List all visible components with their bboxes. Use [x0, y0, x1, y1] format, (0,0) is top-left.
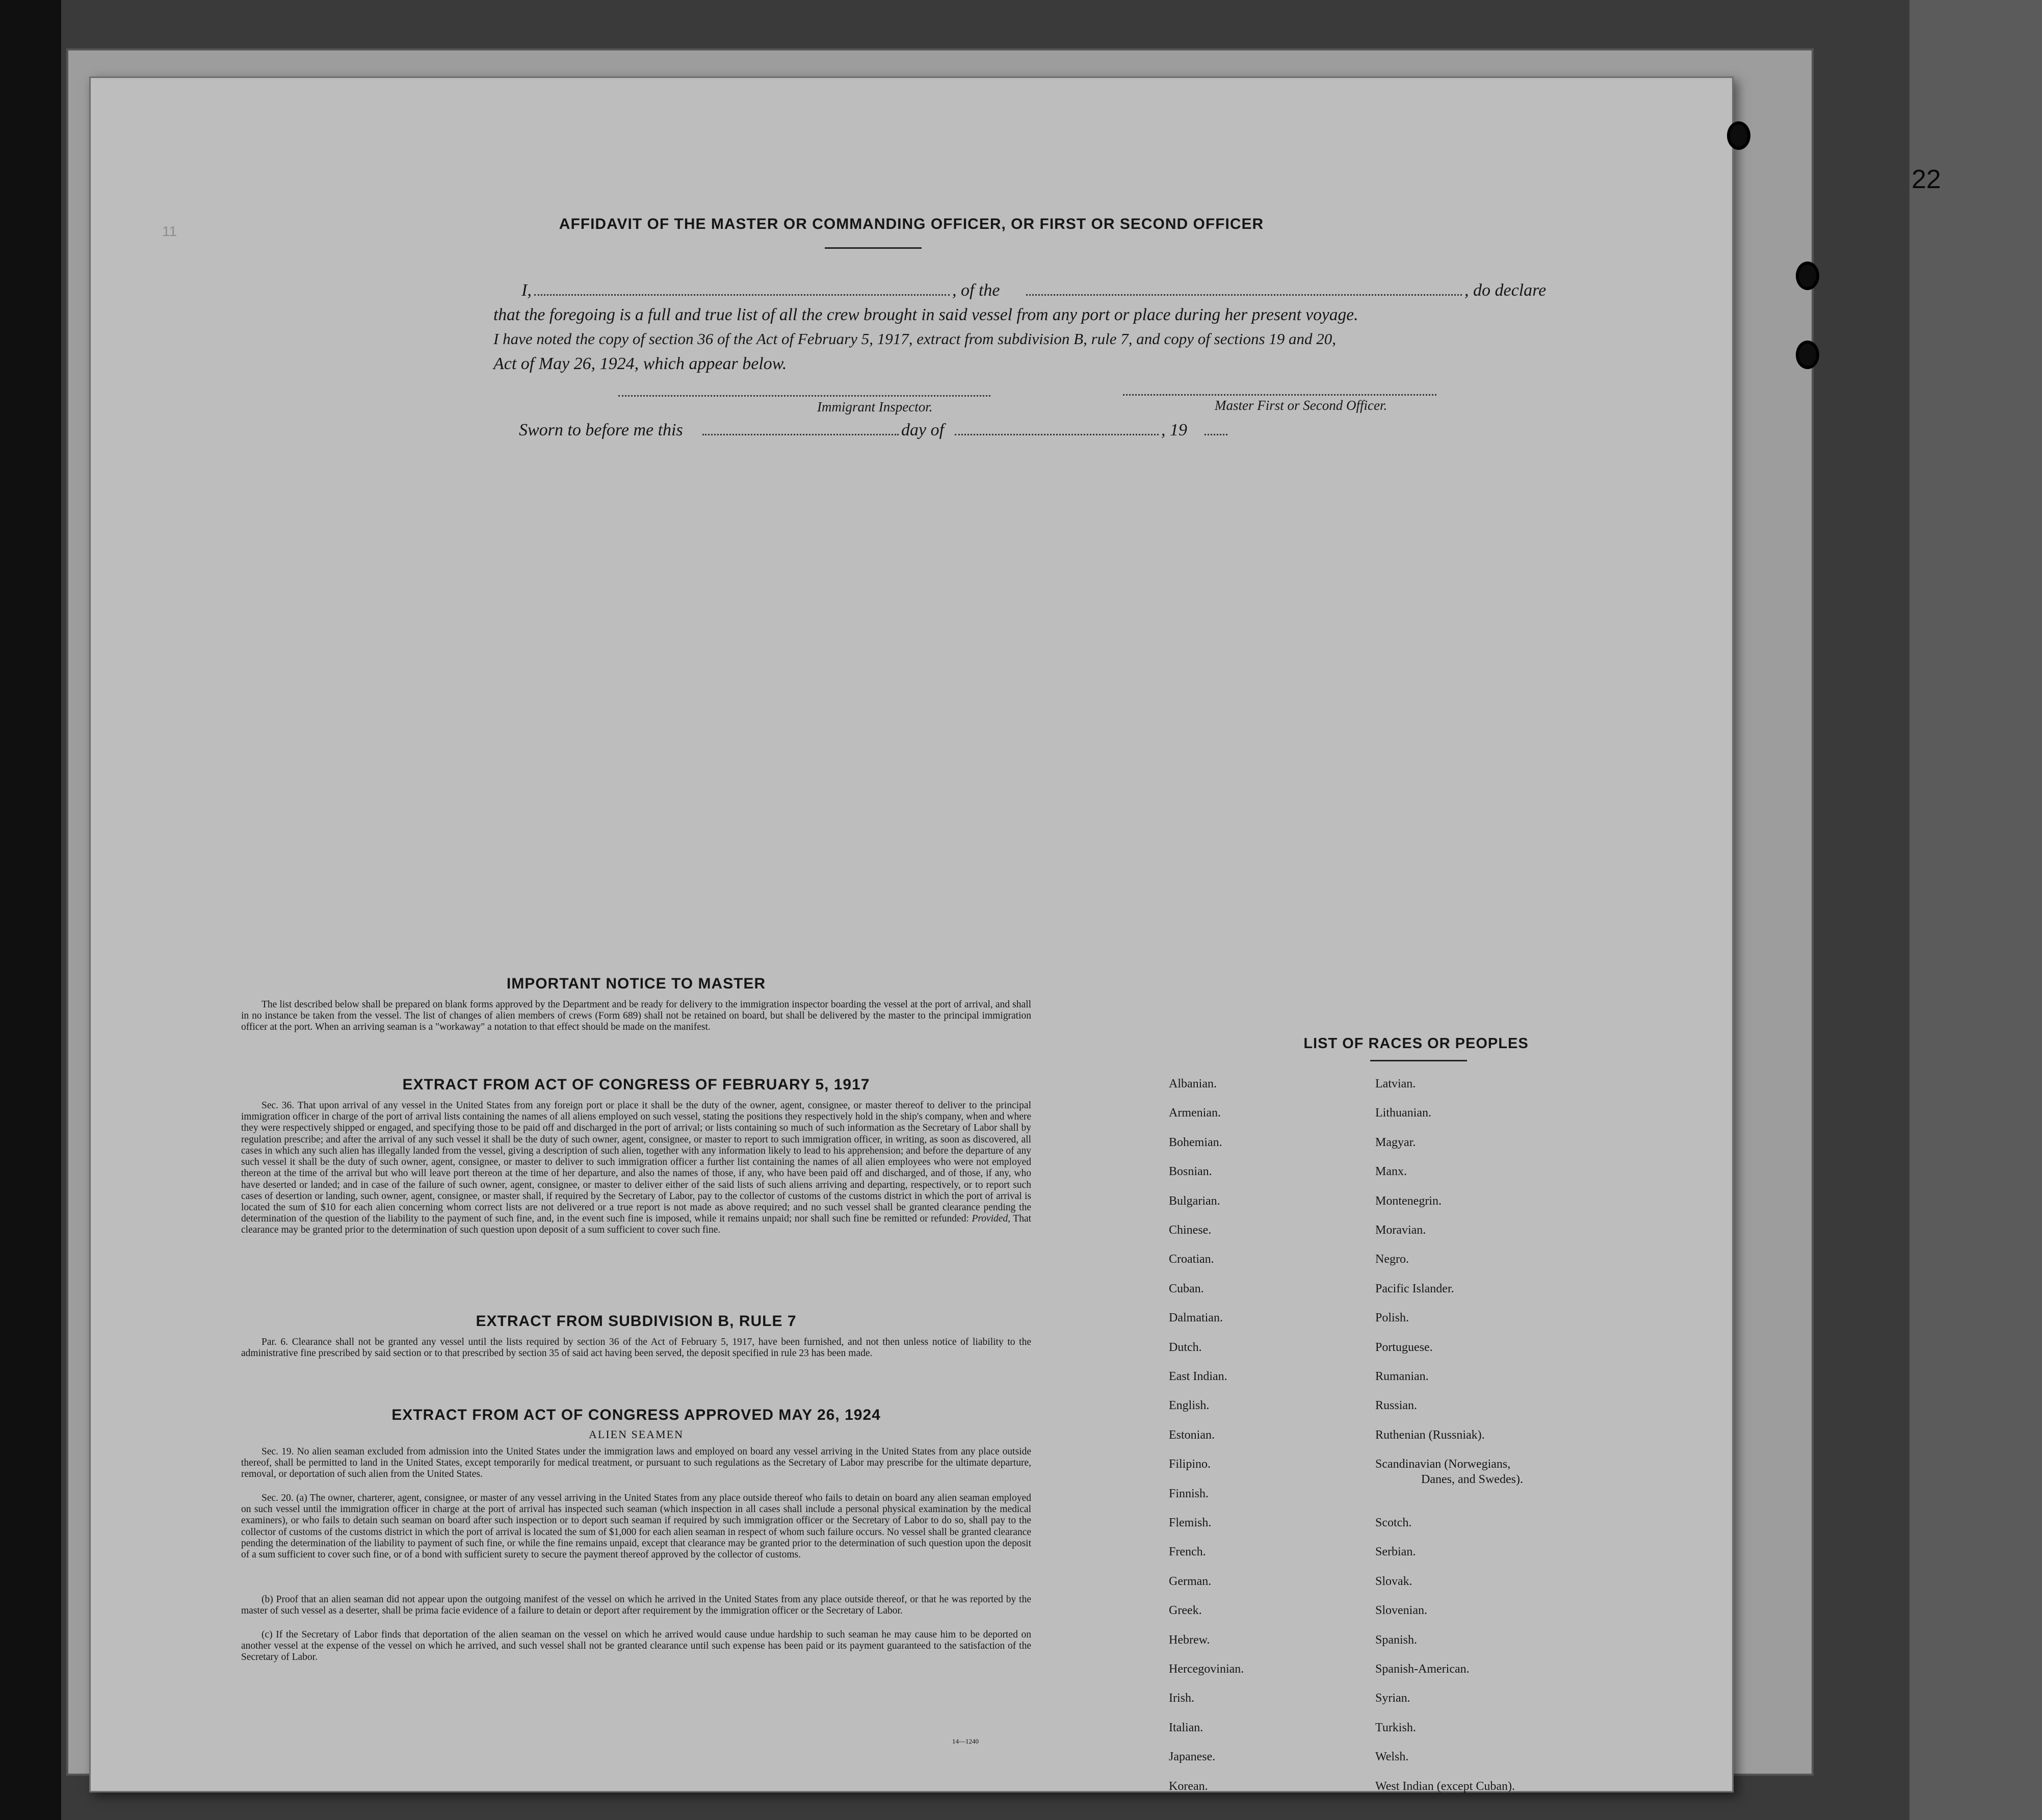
- sworn-day-field[interactable]: [702, 434, 899, 435]
- race-item: Russian.: [1375, 1399, 1418, 1413]
- race-item: Bohemian.: [1169, 1135, 1222, 1149]
- race-item: Greek.: [1169, 1604, 1202, 1618]
- scan-border-right: [1909, 0, 2042, 1820]
- section-36-text: [241, 1100, 1031, 1236]
- races-title-rule: [1370, 1060, 1467, 1061]
- affidavit-title: AFFIDAVIT OF THE MASTER OR COMMANDING OFFICER, OR FIRST OR SECOND OFFICER: [559, 216, 1264, 232]
- race-item: Moravian.: [1375, 1224, 1426, 1237]
- sworn-year-field[interactable]: [1205, 434, 1227, 435]
- notice-text: The list described below shall be prepared on blank forms approved by the Department and be ready for delivery to the immigration inspector boarding the vessel at the port of arrival, and shall in no instance be taken from the vessel. The list of changes of alien members of crews (Form 689) shall not be retained on board, but shall be delivered by the master to the principal immigration officer at the port. When an arriving seaman is a "workaway" a notation to that effect should be made on the manifest.: [241, 999, 1031, 1033]
- master-signature-label: Master First or Second Officer.: [1215, 398, 1387, 413]
- immigrant-inspector-field[interactable]: [618, 395, 990, 397]
- section-19-label: Sec. 19.: [261, 1446, 294, 1457]
- affidavit-line-3: I have noted the copy of section 36 of the Act of February 5, 1917, extract from subdivision B, rule 7, and copy of sections 19 and 20,: [493, 330, 1337, 348]
- section-36-label: Sec. 36.: [261, 1100, 295, 1111]
- race-item: Scandinavian (Norwegians,: [1375, 1458, 1511, 1471]
- race-item: Finnish.: [1169, 1487, 1209, 1500]
- race-item: Manx.: [1375, 1165, 1407, 1179]
- race-item: French.: [1169, 1545, 1206, 1559]
- section-20a-text: [241, 1493, 1031, 1561]
- race-item: German.: [1169, 1574, 1212, 1588]
- section-36-proviso: Provided,: [972, 1213, 1011, 1225]
- race-item: Hercegovinian.: [1169, 1662, 1244, 1676]
- race-item: Scotch.: [1375, 1516, 1412, 1529]
- race-item: Japanese.: [1169, 1750, 1216, 1764]
- race-item: Flemish.: [1169, 1516, 1212, 1529]
- alien-seamen-subheading: ALIEN SEAMEN: [589, 1428, 684, 1441]
- scan-border-left: [0, 0, 61, 1820]
- sworn-year-label: , 19: [1161, 421, 1187, 439]
- race-item: Dutch.: [1169, 1340, 1202, 1354]
- race-item: Chinese.: [1169, 1224, 1212, 1237]
- notice-heading: IMPORTANT NOTICE TO MASTER: [506, 975, 766, 992]
- race-item: Estonian.: [1169, 1428, 1215, 1442]
- race-item: Dalmatian.: [1169, 1311, 1223, 1325]
- bleed-through-number: 11: [162, 223, 177, 239]
- race-item: Albanian.: [1169, 1077, 1217, 1090]
- race-item: Italian.: [1169, 1721, 1203, 1734]
- declarant-name-field[interactable]: [534, 294, 950, 296]
- races-title: LIST OF RACES OR PEOPLES: [1303, 1035, 1529, 1052]
- rule-7-heading: EXTRACT FROM SUBDIVISION B, RULE 7: [476, 1313, 797, 1330]
- section-36-body: That upon arrival of any vessel in the United States from any foreign port or place it shall be the duty of the owner, agent, consignee, or master thereof to deliver to the principal immigration officer in charge of the port of arrival lists containing the names of all aliens employed on such vessel, stating the positions they respectively hold in the ship's company, when and where they were respectively shipped or engaged, and specifying those to be paid off and discharged in the port of arrival; or lists containing so much of such information as the Secretary of Labor shall by regulation prescribe; and after the arrival of any such vessel it shall be the duty of such owner, agent, consignee, or master to report to such immigration officer, in writing, as soon as discovered, all cases in which any such alien has illegally landed from the vessel, giving a description of such alien, together with any information likely to lead to his apprehension; and before the departure of any such vessel it shall be the duty of such owner, agent, consignee, or master to deliver to such immigration officer a further list containing the names of all alien employees who were not employed thereon at the time of the arrival but who will leave port thereon at the time of her departure, and also the names of those, if any, who have been paid off and discharged, and of those, if any, who have deserted or landed; and in case of the failure of such owner, agent, consignee, or master to deliver either of the said lists of such aliens arriving and departing, respectively, or to report such cases of desertion or landing, such owner, agent, consignee, or master shall, if required by the Secretary of Labor, pay to the collector of customs of the customs district in which the port of arrival is located the sum of $10 for each alien concerning whom correct lists are not delivered or a true report is not made as above required; and no such vessel shall be granted clearance pending the determination of the question of the liability to the payment of such fine, and, in the event such fine is imposed, while it remains unpaid; nor shall such fine be remitted or refunded:: [241, 1100, 1031, 1225]
- rule-7-text: Par. 6. Clearance shall not be granted any vessel until the lists required by section 36 of the Act of February 5, 1917, have been furnished, and not then unless notice of liability to the administrative fine prescribed by said section or to that prescribed by section 35 of said act having been served, the deposit specified in rule 23 has been made.: [241, 1337, 1031, 1359]
- race-item: Rumanian.: [1375, 1370, 1429, 1383]
- binder-hole-icon: [1796, 341, 1819, 369]
- race-item: Croatian.: [1169, 1253, 1214, 1266]
- race-item: Ruthenian (Russniak).: [1375, 1428, 1485, 1442]
- race-item: East Indian.: [1169, 1370, 1227, 1383]
- binder-hole-icon: [1727, 121, 1750, 150]
- race-item: Welsh.: [1375, 1750, 1409, 1764]
- race-item: Lithuanian.: [1375, 1106, 1431, 1120]
- race-item: Magyar.: [1375, 1135, 1416, 1149]
- extract-1924-heading: EXTRACT FROM ACT OF CONGRESS APPROVED MAY 26, 1924: [391, 1407, 881, 1423]
- affidavit-declarant-label: I,: [521, 281, 532, 300]
- sworn-day-of-label: day of: [901, 421, 945, 439]
- page-number: 22: [1912, 165, 1941, 194]
- race-item: Pacific Islander.: [1375, 1282, 1454, 1295]
- race-item: Montenegrin.: [1375, 1194, 1442, 1208]
- race-item: Polish.: [1375, 1311, 1409, 1325]
- race-item: Armenian.: [1169, 1106, 1221, 1120]
- sworn-label: Sworn to before me this: [519, 421, 683, 439]
- race-item: Syrian.: [1375, 1692, 1410, 1705]
- affidavit-sheet: [89, 76, 1734, 1792]
- race-item: Slovenian.: [1375, 1604, 1427, 1618]
- race-item: Negro.: [1375, 1253, 1409, 1266]
- race-item: Spanish-American.: [1375, 1662, 1470, 1676]
- race-item: Serbian.: [1375, 1545, 1416, 1559]
- affidavit-line-4: Act of May 26, 1924, which appear below.: [493, 354, 787, 373]
- race-item: Cuban.: [1169, 1282, 1204, 1295]
- section-20b-text: (b) Proof that an alien seaman did not appear upon the outgoing manifest of the vessel on which he arrived in the United States from any place outside thereof, or that he was reported by the master of such vessel as a deserter, shall be prima facie evidence of a failure to detain or deport after requirement by the immigration officer or the Secretary of Labor.: [241, 1594, 1031, 1617]
- section-20c-text: (c) If the Secretary of Labor finds that deportation of the alien seaman on the vessel on which he arrived would cause undue hardship to such seaman he may cause him to be deported on another vessel at the expense of the vessel on which he arrived, and such vessel shall not be granted clearance until such expense has been paid or its payment guaranteed to the satisfaction of the Secretary of Labor.: [241, 1629, 1031, 1663]
- section-19-body: No alien seaman excluded from admission into the United States under the immigration laws and employed on board any vessel arriving in the United States from any place outside thereof, shall be permitted to land in the United States, except temporarily for medical treatment, or pursuant to such regulations as the Secretary of Labor may prescribe for the ultimate departure, removal, or deportation of such alien from the United States.: [241, 1446, 1032, 1480]
- form-number: 14—1240: [952, 1737, 979, 1745]
- race-item: Hebrew.: [1169, 1633, 1210, 1647]
- affidavit-line-2: that the foregoing is a full and true list of all the crew brought in said vessel from any port or place during her present voyage.: [493, 305, 1358, 324]
- race-item: Filipino.: [1169, 1458, 1211, 1471]
- immigrant-inspector-label: Immigrant Inspector.: [817, 399, 933, 414]
- affidavit-declare-label: , do declare: [1464, 281, 1547, 300]
- section-36-tail: That clearance may be granted prior to the determination of such question upon deposit of a sum sufficient to cover such fine.: [241, 1213, 1032, 1236]
- race-item: Slovak.: [1375, 1574, 1412, 1588]
- sworn-month-field[interactable]: [955, 434, 1159, 435]
- vessel-name-field[interactable]: [1026, 294, 1462, 296]
- race-item: Spanish.: [1375, 1633, 1418, 1647]
- affidavit-vessel-label: , of the: [952, 281, 1000, 300]
- title-rule: [825, 247, 922, 249]
- race-item: Korean.: [1169, 1779, 1208, 1793]
- extract-1917-heading: EXTRACT FROM ACT OF CONGRESS OF FEBRUARY 5, 1917: [402, 1076, 870, 1093]
- race-item: Bosnian.: [1169, 1165, 1212, 1179]
- race-item-continuation: Danes, and Swedes).: [1421, 1473, 1523, 1487]
- section-19-text: [241, 1446, 1031, 1480]
- race-item: Turkish.: [1375, 1721, 1416, 1734]
- race-item: Latvian.: [1375, 1077, 1416, 1090]
- binder-hole-icon: [1796, 262, 1819, 290]
- race-item: Bulgarian.: [1169, 1194, 1220, 1208]
- race-item: Portuguese.: [1375, 1340, 1433, 1354]
- race-item: Irish.: [1169, 1692, 1194, 1705]
- race-item: English.: [1169, 1399, 1210, 1413]
- section-20-label: Sec. 20.: [261, 1493, 294, 1503]
- race-item: West Indian (except Cuban).: [1375, 1779, 1515, 1793]
- section-20a-body: (a) The owner, charterer, agent, consignee, or master of any vessel arriving in the United States from any place outside thereof who fails to detain on board any alien seaman employed on such vessel until the immigration officer in charge at the port of arrival has inspected such seaman (which inspection in all cases shall include a personal physical examination by the medical examiners), or who fails to detain such seaman on board after such inspection or to deport such seaman if required by such immigration officer or the Secretary of Labor to do so, shall pay to the collector of customs of the customs district in which the port of arrival is located the sum of $1,000 for each alien seaman in respect of whom such failure occurs. No vessel shall be granted clearance pending the determination of the liability to payment of such fine, or while the fine remains unpaid, except that clearance may be granted prior to the determination of such question upon the deposit of a sum sufficient to cover such fine, or of a bond with sufficient surety to secure the payment thereof approved by the collector of customs.: [241, 1493, 1032, 1561]
- master-signature-field[interactable]: [1123, 394, 1436, 396]
